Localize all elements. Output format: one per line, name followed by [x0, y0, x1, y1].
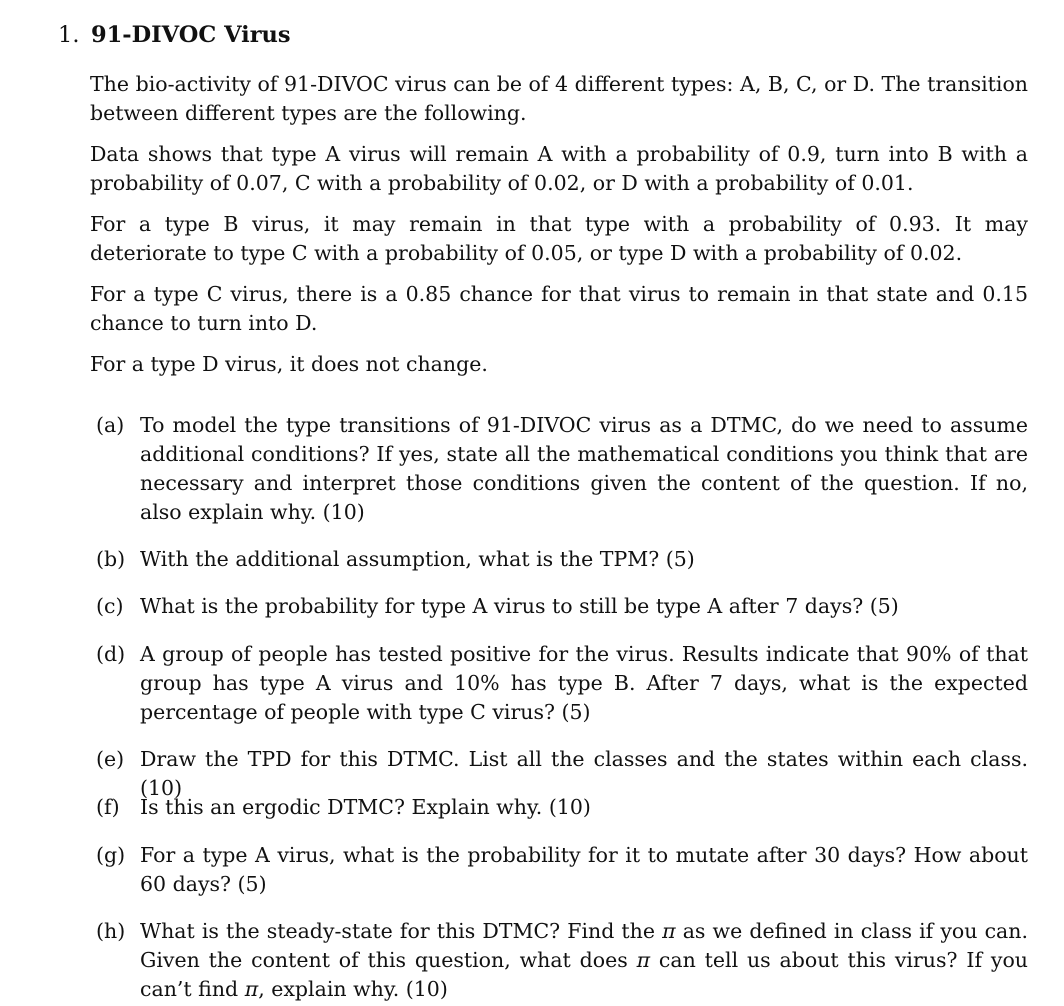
pi-symbol: π: [636, 948, 651, 972]
part-label: (c): [96, 594, 124, 618]
part-text-segment: , explain why. (10): [258, 977, 448, 1001]
pi-symbol: π: [244, 977, 259, 1001]
part-label: (f): [96, 795, 120, 819]
part-label: (a): [96, 413, 125, 437]
question-number: 1.: [58, 22, 80, 48]
part-label: (g): [96, 843, 126, 867]
type-a-paragraph: Data shows that type A virus will remain A with a probability of 0.9, turn into B with a probability of 0.07, C with a probability of 0.02, or D with a probability of 0.01.: [90, 142, 1028, 195]
pi-symbol: π: [662, 919, 676, 943]
part-text: For a type A virus, what is the probability for it to mutate after 30 days? How about 60 days? (5): [140, 843, 1028, 896]
intro-paragraph: The bio-activity of 91-DIVOC virus can be of 4 different types: A, B, C, or D. The transition between different types are the following.: [90, 72, 1028, 125]
part-text: A group of people has tested positive for the virus. Results indicate that 90% of that group has type A virus and 10% has type B. After 7 days, what is the expected percentage of people with type C virus? (5): [140, 642, 1028, 724]
part-text: [140, 917, 1028, 1004]
question-title: 91-DIVOC Virus: [91, 22, 291, 48]
part-text: With the additional assumption, what is the TPM? (5): [140, 547, 695, 571]
part-text-segment: can tell us about this virus? If you can’t find: [140, 948, 1028, 1001]
part-text: What is the probability for type A virus to still be type A after 7 days? (5): [140, 594, 899, 618]
part-label: (h): [96, 919, 126, 943]
question-heading: [58, 20, 291, 50]
part-label: (b): [96, 547, 126, 571]
type-b-paragraph: For a type B virus, it may remain in that type with a probability of 0.93. It may deteriorate to type C with a probability of 0.05, or type D with a probability of 0.02.: [90, 212, 1028, 265]
type-c-paragraph: For a type C virus, there is a 0.85 chance for that virus to remain in that state and 0.15 chance to turn into D.: [90, 282, 1028, 335]
part-text-segment: What is the steady-state for this DTMC? Find the: [140, 919, 663, 943]
part-text: Draw the TPD for this DTMC. List all the classes and the states within each class. (10): [140, 747, 1028, 800]
part-text: Is this an ergodic DTMC? Explain why. (10): [140, 795, 591, 819]
part-label: (d): [96, 642, 126, 666]
type-d-paragraph: For a type D virus, it does not change.: [90, 352, 488, 376]
part-label: (e): [96, 747, 125, 771]
part-text: To model the type transitions of 91-DIVOC virus as a DTMC, do we need to assume additional conditions? If yes, state all the mathematical conditions you think that are necessary and interpret those conditions given the content of the question. If no, also explain why. (10): [140, 413, 1028, 524]
part-text-segment: as we defined in class if you can. Given the content of this question, what does: [140, 919, 1028, 972]
